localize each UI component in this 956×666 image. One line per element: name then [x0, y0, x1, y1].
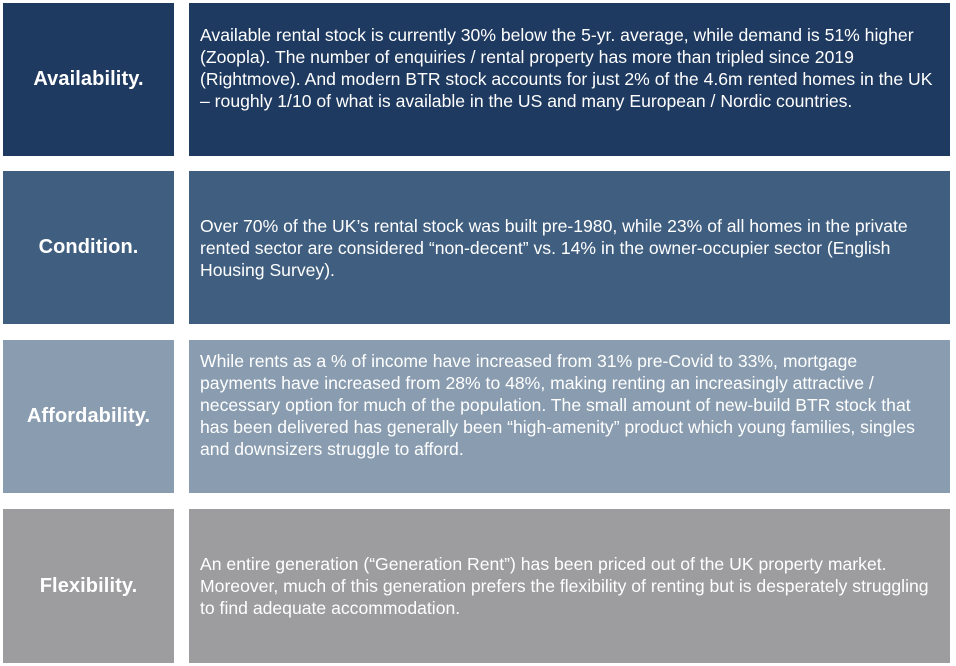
- affordability-label: Affordability.: [3, 340, 174, 493]
- affordability-description: While rents as a % of income have increased from 31% pre-Covid to 33%, mortgage payments have increased from 28% to 48%, making renting an increasingly attractive / necessary option for much of the population. The small amount of new-build BTR stock that has been delivered has generally been “high-amenity” product which young families, singles and downsizers struggle to afford.: [200, 351, 915, 459]
- availability-description: Available rental stock is currently 30% below the 5-yr. average, while demand is 51% higher (Zoopla). The number of enquiries / rental property has more than tripled since 2019 (Rightmove). And modern BTR stock accounts for just 2% of the 4.6m rented homes in the UK – roughly 1/10 of what is available in the US and many European / Nordic countries.: [200, 25, 933, 111]
- condition-row: [3, 171, 950, 324]
- availability-row: [3, 3, 950, 156]
- availability-label: Availability.: [3, 3, 174, 156]
- affordability-description-box: [189, 340, 950, 493]
- availability-description-box: [189, 3, 950, 156]
- flexibility-description-box: [189, 509, 950, 663]
- affordability-row: [3, 340, 950, 493]
- condition-description-box: [189, 171, 950, 324]
- condition-description: Over 70% of the UK’s rental stock was built pre-1980, while 23% of all homes in the private rented sector are considered “non-decent” vs. 14% in the owner-occupier sector (English Housing Survey).: [200, 215, 908, 280]
- flexibility-description: An entire generation (“Generation Rent”) has been priced out of the UK property market. Moreover, much of this generation prefers the flexibility of renting but is desperately struggling to find adequate accommodation.: [200, 554, 929, 618]
- flexibility-row: [3, 509, 950, 663]
- condition-label: Condition.: [3, 171, 174, 324]
- flexibility-label: Flexibility.: [3, 509, 174, 663]
